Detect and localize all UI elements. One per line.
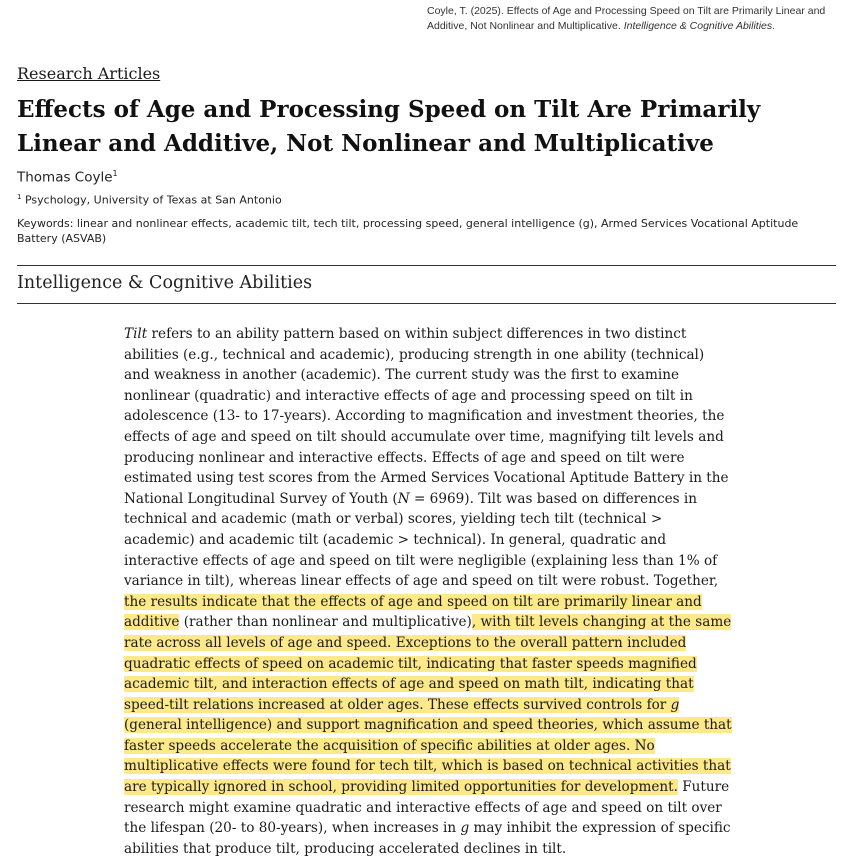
citation-journal: Intelligence & Cognitive Abilities [623, 20, 773, 32]
citation-end: . [772, 20, 776, 32]
author-line [17, 169, 118, 186]
journal-heading: Intelligence & Cognitive Abilities [17, 273, 313, 293]
abstract-symbol-g: g [460, 820, 470, 837]
abstract-highlight: (general intelligence) and support magnification and speed theories, which assume that faster speeds accelerate the acquisition of specific abilities at older ages. No multiplicative effects were found for tech tilt, which is based on technical activities that are typically ignored in school, providing limited opportunities for development. [124, 717, 732, 796]
affiliation-mark: 1 [17, 193, 22, 201]
section-link-research-articles[interactable]: Research Articles [17, 64, 161, 83]
author-affiliation-mark: 1 [112, 169, 118, 178]
keywords: Keywords: linear and nonlinear effects, academic tilt, tech tilt, processing speed, general intelligence (g), Armed Services Vocational Aptitude Battery (ASVAB) [17, 217, 799, 245]
abstract-symbol-n: N [397, 490, 410, 507]
divider-bottom [17, 303, 836, 304]
abstract-segment: refers to an ability pattern based on within subject differences in two distinct abilities (e.g., technical and academic), producing strength in one ability (technical) and weakness in another (academic). The current study was the first to examine nonlinear (quadratic) and interactive effects of age and processing speed on tilt in adolescence (13- to 17-years). According to magnification and investment theories, the effects of age and speed on tilt should accumulate over time, magnifying tilt levels and producing nonlinear and interactive effects. Effects of age and speed on tilt were estimated using test scores from the Armed Services Vocational Aptitude Battery in the National Longitudinal Survey of Youth ( [124, 326, 729, 507]
affiliation [17, 193, 282, 207]
abstract-highlight-symbol-g: g [670, 696, 680, 713]
abstract-segment: = 6969). Tilt was based on differences in technical and academic (math or verbal) scores, yielding tech tilt (technical > academic) and academic tilt (academic > technical). In general, quadratic and interactive effects of age and speed on tilt were negligible (explaining less than 1% of variance in tilt), whereas linear effects of age and speed on tilt were robust. Together, [124, 490, 719, 590]
affiliation-text: Psychology, University of Texas at San Antonio [21, 193, 282, 207]
abstract-text [124, 324, 732, 859]
author-name[interactable]: Thomas Coyle [17, 169, 113, 186]
abstract-highlight: , with tilt levels changing at the same rate across all levels of age and speed. Exceptions to the overall pattern included quadratic effects of speed on academic tilt, indicating that faster speeds magnified academic tilt, and interaction effects of age and speed on math tilt, indicating that speed-tilt relations increased at older ages. These effects survived controls for [124, 614, 732, 713]
abstract-segment: (rather than nonlinear and multiplicative) [179, 614, 472, 631]
abstract-term-tilt: Tilt [124, 326, 148, 342]
citation-header [427, 4, 837, 34]
abstract-segment: may inhibit the expression of specific abilities that produce tilt, producing accelerated declines in tilt. [124, 820, 731, 857]
article-title: Effects of Age and Processing Speed on Tilt Are Primarily Linear and Additive, Not Nonlinear and Multiplicative [17, 96, 761, 157]
abstract-highlight: the results indicate that the effects of age and speed on tilt are primarily linear and additive [124, 593, 702, 631]
citation-text: Coyle, T. (2025). Effects of Age and Processing Speed on Tilt are Primarily Linear and Additive, Not Nonlinear and Multiplicative. [427, 5, 826, 32]
divider-top [17, 265, 836, 266]
abstract-segment: Future research might examine quadratic and interactive effects of age and speed on tilt over the lifespan (20- to 80-years), when increases in [124, 779, 730, 837]
